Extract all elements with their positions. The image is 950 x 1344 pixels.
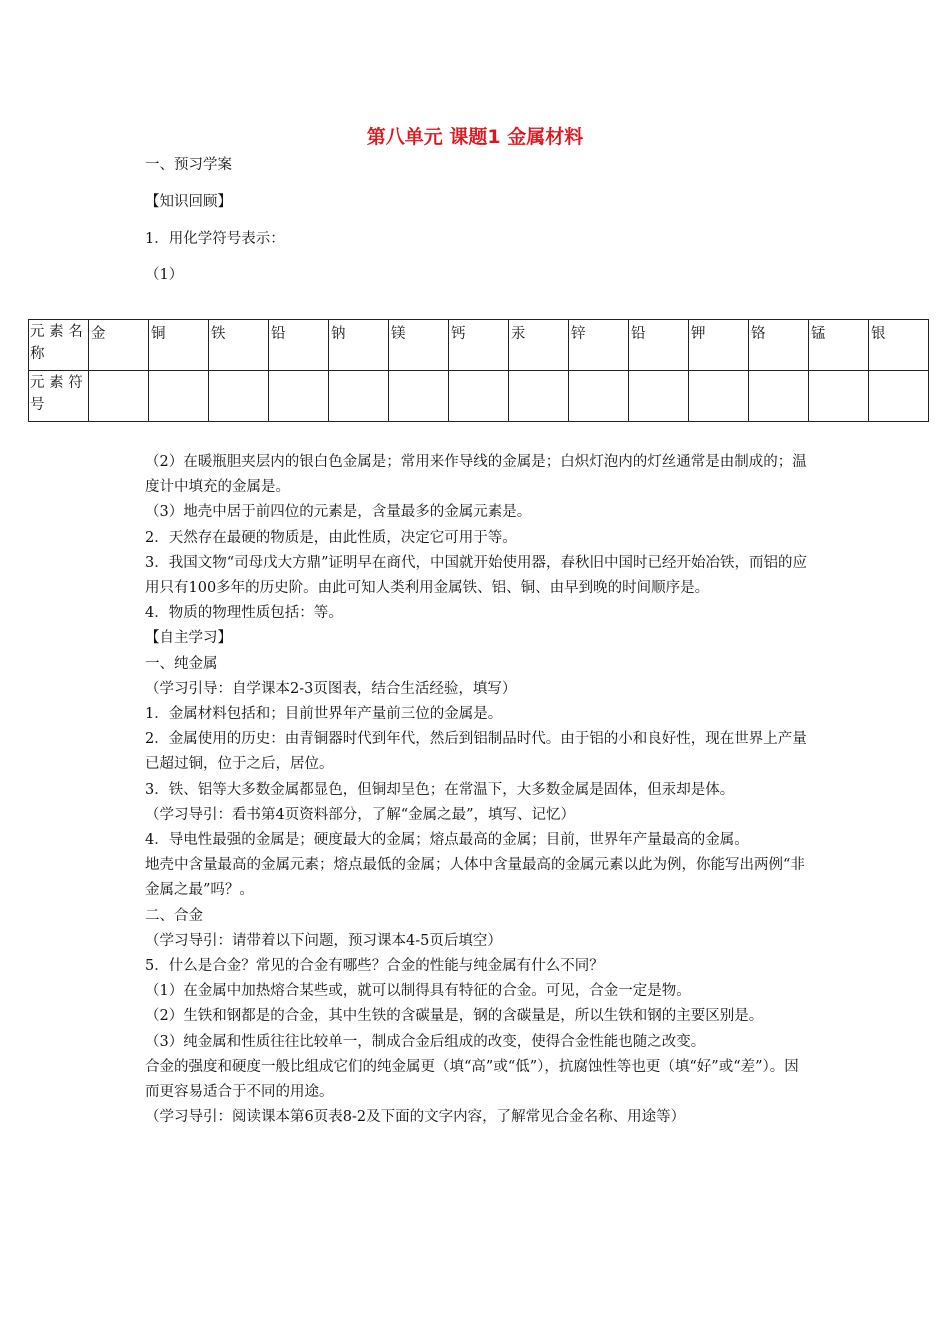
symbol-blank-cell[interactable] — [269, 371, 329, 422]
study-guide: （学习导引：阅读课本第6页表8-2及下面的文字内容，了解常见合金名称、用途等） — [145, 1109, 686, 1126]
symbol-blank-cell[interactable] — [689, 371, 749, 422]
paragraph: 2．天然存在最硬的物质是，由此性质，决定它可用于等。 — [145, 529, 517, 546]
paragraph: 地壳中含量最高的金属元素；熔点最低的金属；人体中含量最高的金属元素以此为例，你能写出两例“非金属之最”吗？。 — [145, 857, 805, 899]
paragraph: （3）纯金属和性质往往比较单一，制成合金后组成的改变，使得合金性能也随之改变。 — [145, 1033, 706, 1050]
symbol-blank-cell[interactable] — [149, 371, 209, 422]
element-name-cell: 铅 — [629, 320, 689, 371]
paragraph: 合金的强度和硬度一般比组成它们的纯金属更（填“高”或“低”），抗腐蚀性等也更（填“好”或“差”）。因而更容易适合于不同的用途。 — [145, 1058, 799, 1101]
symbol-blank-cell[interactable] — [749, 371, 809, 422]
row-header-symbol: 元 素 符号 — [29, 371, 89, 422]
paragraph: （3）地壳中居于前四位的元素是，含量最多的金属元素是。 — [145, 504, 532, 521]
paragraph: （2）生铁和钢都是的合金，其中生铁的含碳量是，钢的含碳量是，所以生铁和钢的主要区别是。 — [145, 1008, 764, 1025]
question-1: 1．用化学符号表示： — [145, 231, 285, 247]
element-symbol-row — [29, 371, 929, 422]
question-1-sub: （1） — [145, 267, 184, 283]
study-guide: （学习导引：看书第4页资料部分，了解“金属之最”，填写、记忆） — [145, 806, 576, 823]
paragraph: 3．我国文物“司母戊大方鼎”证明早在商代，中国就开始使用器，春秋旧中国时已经开始冶铁，而铝的应用只有100多年的历史阶。由此可知人类利用金属铁、铝、铜、由早到晚的时间顺序是。 — [145, 554, 808, 597]
symbol-blank-cell[interactable] — [869, 371, 929, 422]
self-study-label: 【自主学习】 — [145, 630, 232, 647]
paragraph: 4．物质的物理性质包括：等。 — [145, 605, 343, 622]
paragraph: （1）在金属中加热熔合某些或，就可以制得具有特征的合金。可见，合金一定是物。 — [145, 983, 691, 1000]
section-heading-alloy: 二、合金 — [145, 907, 203, 924]
paragraph: 1．金属材料包括和；目前世界年产量前三位的金属是。 — [145, 706, 503, 723]
paragraph: 2．金属使用的历史：由青铜器时代到年代，然后到铝制品时代。由于铝的小和良好性，现在世界上产量已超过铜，位于之后，居位。 — [145, 731, 807, 773]
element-name-cell: 钾 — [689, 320, 749, 371]
page-title: 第八单元 课题1 金属材料 — [366, 126, 584, 148]
symbol-blank-cell[interactable] — [89, 371, 149, 422]
element-name-cell: 汞 — [509, 320, 569, 371]
element-name-cell: 铁 — [209, 320, 269, 371]
paragraph: 4．导电性最强的金属是；硬度最大的金属；熔点最高的金属；目前，世界年产量最高的金属。 — [145, 832, 749, 849]
symbol-blank-cell[interactable] — [389, 371, 449, 422]
section-heading-preview: 一、预习学案 — [145, 157, 232, 173]
element-name-cell: 铜 — [149, 320, 209, 371]
symbol-blank-cell[interactable] — [509, 371, 569, 422]
symbol-blank-cell[interactable] — [209, 371, 269, 422]
section-heading-pure-metal: 一、纯金属 — [145, 655, 218, 672]
row-header-name: 元 素 名称 — [29, 320, 89, 371]
element-name-cell: 钠 — [329, 320, 389, 371]
element-name-cell: 锌 — [569, 320, 629, 371]
study-guide: （学习引导：自学课本2-3页图表，结合生活经验，填写） — [145, 680, 517, 697]
symbol-blank-cell[interactable] — [449, 371, 509, 422]
paragraph: （2）在暖瓶胆夹层内的银白色金属是；常用来作导线的金属是；白炽灯泡内的灯丝通常是由制成的；温度计中填充的金属是。 — [145, 454, 807, 496]
knowledge-review-label: 【知识回顾】 — [145, 194, 232, 210]
element-name-cell: 金 — [89, 320, 149, 371]
symbol-blank-cell[interactable] — [569, 371, 629, 422]
symbol-blank-cell[interactable] — [329, 371, 389, 422]
paragraph: 3．铁、铝等大多数金属都显色，但铜却呈色；在常温下，大多数金属是固体，但汞却是体。 — [145, 781, 735, 798]
paragraph: 5．什么是合金？常见的合金有哪些？合金的性能与纯金属有什么不同？ — [145, 958, 604, 975]
element-name-cell: 钙 — [449, 320, 509, 371]
symbol-blank-cell[interactable] — [629, 371, 689, 422]
element-name-cell: 锰 — [809, 320, 869, 371]
body-text — [145, 450, 813, 1130]
element-name-cell: 镁 — [389, 320, 449, 371]
element-name-cell: 铅 — [269, 320, 329, 371]
study-guide: （学习导引：请带着以下问题，预习课本4-5页后填空） — [145, 932, 502, 949]
element-name-cell: 银 — [869, 320, 929, 371]
element-name-row — [29, 320, 929, 371]
symbol-blank-cell[interactable] — [809, 371, 869, 422]
element-name-cell: 铬 — [749, 320, 809, 371]
element-table — [28, 319, 929, 422]
